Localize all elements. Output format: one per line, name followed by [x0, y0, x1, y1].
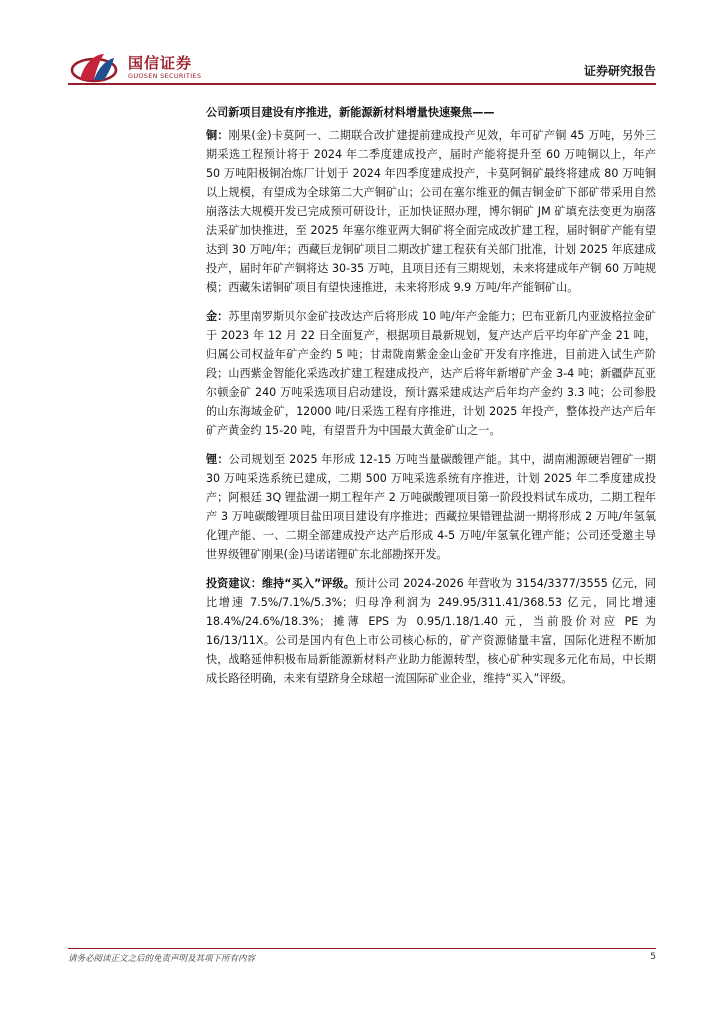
- logo-chinese-name: 国信证券: [128, 54, 193, 72]
- investment-text: 预计公司 2024-2026 年营收为 3154/3377/3555 亿元，同比增速 7.5%/7.1%/5.3%；归母净利润为 249.95/311.41/368.53 亿元，同比增速 18.4%/24.6%/18.3%；摊薄 EPS 为 0.95/1.18/1.40 元，当前股价对应 PE 为 16/13/11X。公司是国内有色上市公司核心标的，矿产资源储量丰富，国际化进程不断加快，战略延伸积极布局新能源新材料产业助力能源转型，核心矿种实现多元化布局，中长期成长路径明确，未来有望跻身全球超一流国际矿业企业，维持“买入”评级。: [206, 577, 656, 685]
- gold-lead: 金：: [206, 310, 229, 323]
- lithium-paragraph: [206, 450, 656, 564]
- main-content: [206, 103, 656, 698]
- lithium-text: 公司规划至 2025 年形成 12-15 万吨当量碳酸锂产能。其中，湖南湘源硬岩锂矿一期 30 万吨采选系统已建成，二期 500 万吨采选系统有序推进，计划 2025 年二季度建成投产；阿根廷 3Q 锂盐湖一期工程年产 2 万吨碳酸锂项目第一阶段投料试车成功，二期工程年产 3 万吨碳酸锂项目盐田项目建设有序推进；西藏拉果错锂盐湖一期将形成 2 万吨/年氢氧化锂产能、一、二期全部建成投产达产后形成 4-5 万吨/年氢氧化锂产能；公司还受邀主导世界级锂矿刚果(金)马诺诺锂矿东北部勘探开发。: [206, 453, 656, 561]
- copper-text: 刚果(金)卡莫阿一、二期联合改扩建提前建成投产见效，年可矿产铜 45 万吨，另外三期采选工程预计将于 2024 年二季度建成投产，届时产能将提升至 60 万吨铜以上，年产 50 万吨阳极铜冶炼厂计划于 2024 年四季度建成投产，卡莫阿铜矿最终将建成 80 万吨铜以上规模，有望成为全球第二大产铜矿山；公司在塞尔维亚的佩吉铜金矿下部矿带采用自然崩落法大规模开发已完成预可研设计，正加快证照办理，博尔铜矿 JM 矿填充法变更为崩落法采矿加快推进，至 2025 年塞尔维亚两大铜矿将全面完成改扩建工程，届时铜矿产能有望达到 30 万吨/年；西藏巨龙铜矿项目二期改扩建工程获有关部门批准，计划 2025 年底建成投产，届时年矿产铜将达 30-35 万吨，且项目还有三期规划，未来将建成年产铜 60 万吨规模；西藏朱诺铜矿项目有望快速推进，未来将形成 9.9 万吨/年产能铜矿山。: [206, 129, 656, 294]
- gold-text: 苏里南罗斯贝尔金矿技改达产后将形成 10 吨/年产金能力；巴布亚新几内亚波格拉金矿于 2023 年 12 月 22 日全面复产，根据项目最新规划，复产达产后平均年矿产金 21 吨，归属公司权益年矿产金约 5 吨；甘肃陇南紫金金山金矿开发有序推进，目前进入试生产阶段；山西紫金智能化采选改扩建工程建成投产，达产后将年新增矿产金 3-4 吨；新疆萨瓦亚尔顿金矿 240 万吨采选项目启动建设，预计露采建成达产后年均产金约 3.3 吨；公司参股的山东海域金矿，12000 吨/日采选工程有序推进，计划 2025 年投产，整体投产达产后年矿产黄金约 15-20 吨，有望晋升为中国最大黄金矿山之一。: [206, 310, 656, 437]
- report-type-label: 证券研究报告: [583, 64, 656, 78]
- disclaimer-text: 请务必阅读正文之后的免责声明及其项下所有内容: [68, 954, 256, 964]
- section-heading: 公司新项目建设有序推进，新能源新材料增量快速聚焦——: [206, 106, 495, 119]
- gold-paragraph: [206, 307, 656, 440]
- page-header: [0, 0, 724, 90]
- investment-paragraph: [206, 574, 656, 688]
- footer-divider: [68, 948, 656, 949]
- lithium-lead: 锂：: [206, 453, 229, 466]
- copper-lead: 铜：: [206, 129, 229, 142]
- header-divider: [68, 83, 656, 85]
- page-number: 5: [650, 952, 656, 962]
- copper-paragraph: [206, 126, 656, 297]
- logo-english-name: GUOSEN SECURITIES: [128, 72, 202, 80]
- investment-lead: 投资建议：维持“买入”评级。: [206, 577, 355, 590]
- logo-mark-icon: [70, 50, 122, 84]
